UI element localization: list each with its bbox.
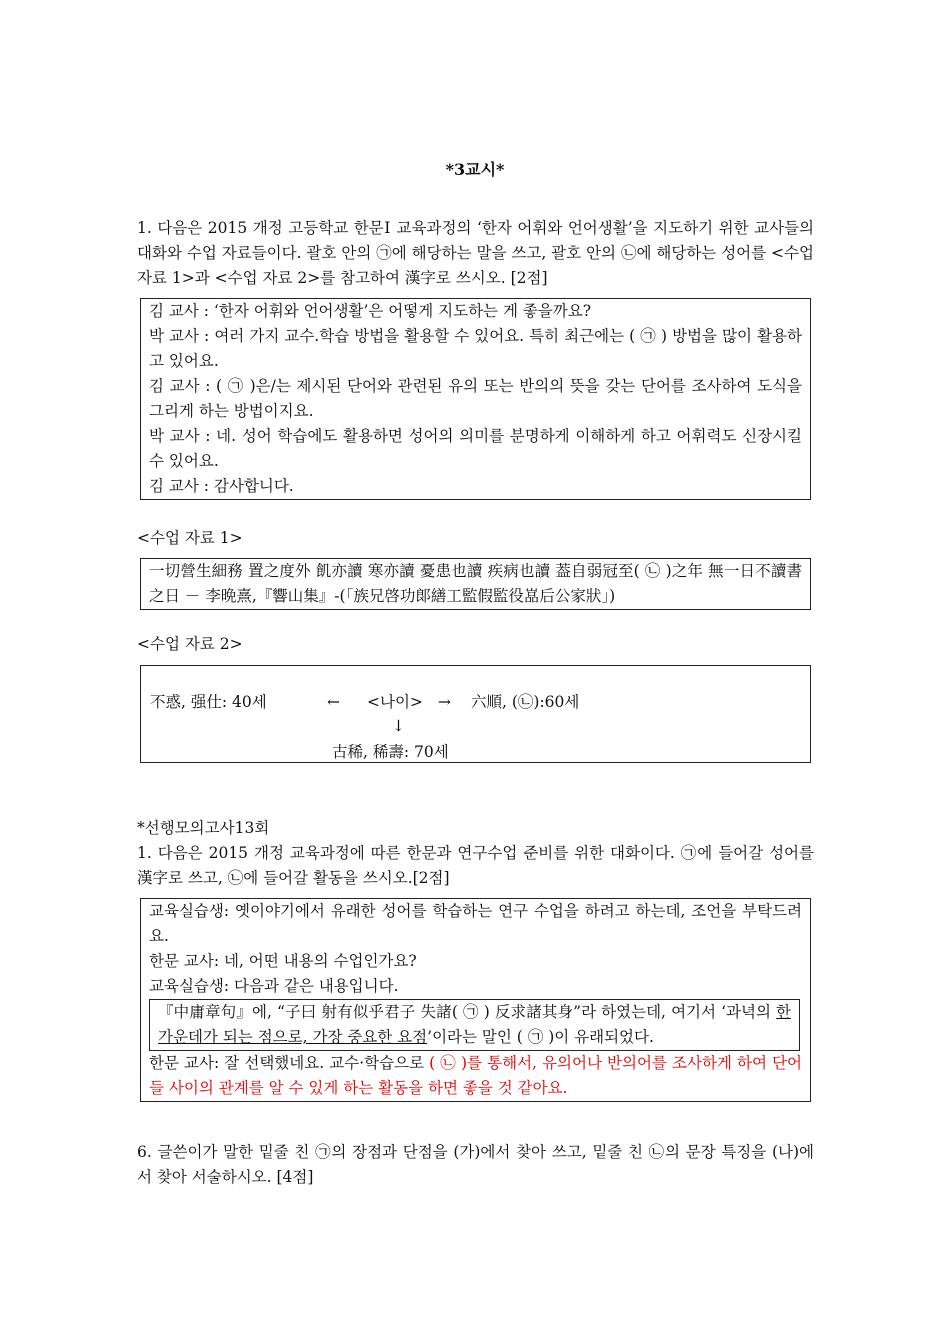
diagram-right-term: 六順, (㉡):60세 bbox=[471, 693, 580, 711]
dialogue-line: 교육실습생: 다음과 같은 내용입니다. bbox=[149, 977, 399, 995]
section-header: *선행모의고사13회 bbox=[137, 819, 270, 837]
age-diagram-box bbox=[140, 665, 811, 763]
teacher-dialogue-box bbox=[140, 298, 811, 500]
diagram-left-term: 不惑, 强仕: 40세 bbox=[150, 693, 267, 711]
dialogue-line: 김 교사 : ‘한자 어휘와 언어생활’은 어떻게 지도하는 게 좋을까요? bbox=[149, 302, 592, 320]
material-1-text: 一切營生細務 置之度外 飢亦讀 寒亦讀 憂患也讀 疾病也讀 葢自弱冠至( ㉡ )之年 無一日不讀書之日 － 李晩熹,『響山集』-(「族兄啓功郞繕工監假監役嵓后公家狀」) bbox=[149, 562, 802, 605]
material-1-label: <수업 자료 1> bbox=[137, 529, 243, 547]
diagram-center-term: <나이> bbox=[367, 693, 423, 711]
dialogue-line: 박 교사 : 여러 가지 교수.학습 방법을 활용할 수 있어요. 특히 최근에는 ( ㉠ ) 방법을 많이 활용하고 있어요. bbox=[149, 327, 802, 370]
page-title: *3교시* bbox=[445, 160, 505, 179]
dialogue-line: 교육실습생: 옛이야기에서 유래한 성어를 학습하는 연구 수업을 하려고 하는데, 조언을 부탁드려요. bbox=[149, 902, 802, 945]
diagram-bottom-term: 古稀, 稀壽: 70세 bbox=[332, 743, 449, 761]
lesson-content-box bbox=[149, 999, 800, 1051]
arrow-down-icon: ↓ bbox=[392, 717, 405, 735]
dialogue-line: 김 교사 : ( ㉠ )은/는 제시된 단어와 관련된 유의 또는 반의의 뜻을 갖는 단어를 조사하여 도식을 그리게 하는 방법이지요. bbox=[149, 377, 802, 420]
arrow-right-icon: → bbox=[438, 693, 451, 711]
teacher-advice-prefix: 한문 교사: 잘 선택했네요. 교수·학습으로 bbox=[149, 1054, 430, 1072]
material-2-label: <수업 자료 2> bbox=[137, 635, 243, 653]
lesson-text: 『中庸章句』에, “子曰 射有似乎君子 失諸( ㉠ ) 反求諸其身”라 하였는데, 여기서 ‘과녁의 bbox=[158, 1003, 777, 1021]
underlined-definition: 한가운데가 되는 점으로, 가장 중요한 요점 bbox=[158, 1003, 791, 1046]
dialogue-line: 박 교사 : 네. 성어 학습에도 활용하면 성어의 의미를 분명하게 이해하게 하고 어휘력도 신장시킬 수 있어요. bbox=[149, 427, 802, 470]
question-2-stem: 1. 다음은 2015 개정 교육과정에 따른 한문과 연구수업 준비를 위한 대화이다. ㉠에 들어갈 성어를 漢字로 쓰고, ㉡에 들어갈 활동을 쓰시오.[2점] bbox=[137, 844, 814, 887]
question-1-stem: 1. 다음은 2015 개정 고등학교 한문Ⅰ 교육과정의 ‘한자 어휘와 언어생활’을 지도하기 위한 교사들의 대화와 수업 자료들이다. 괄호 안의 ㉠에 해당하는 말을 쓰고, 괄호 안의 ㉡에 해당하는 성어를 <수업 자료 1>과 <수업 자료 2>를 참고하여 漢字로 쓰시오. [2점] bbox=[137, 219, 814, 287]
arrow-left-icon: ← bbox=[327, 693, 340, 711]
lesson-text: ’이라는 말인 ( ㉠ )이 유래되었다. bbox=[427, 1028, 654, 1046]
dialogue-line: 김 교사 : 감사합니다. bbox=[149, 477, 294, 495]
teacher-advice-line bbox=[149, 1051, 810, 1101]
dialogue-line: 한문 교사: 네, 어떤 내용의 수업인가요? bbox=[149, 952, 417, 970]
student-teacher-dialogue-box bbox=[140, 898, 811, 1102]
answer-highlight: ( ㉡ )를 통해서, 유의어나 반의어를 조사하게 하여 단어들 사이의 관계를 알 수 있게 하는 활동을 하면 좋을 것 같아요. bbox=[149, 1054, 802, 1097]
material-1-box bbox=[140, 558, 811, 610]
question-6-stem: 6. 글쓴이가 말한 밑줄 친 ㉠의 장점과 단점을 (가)에서 찾아 쓰고, 밑줄 친 ㉡의 문장 특징을 (나)에서 찾아 서술하시오. [4점] bbox=[137, 1143, 814, 1186]
